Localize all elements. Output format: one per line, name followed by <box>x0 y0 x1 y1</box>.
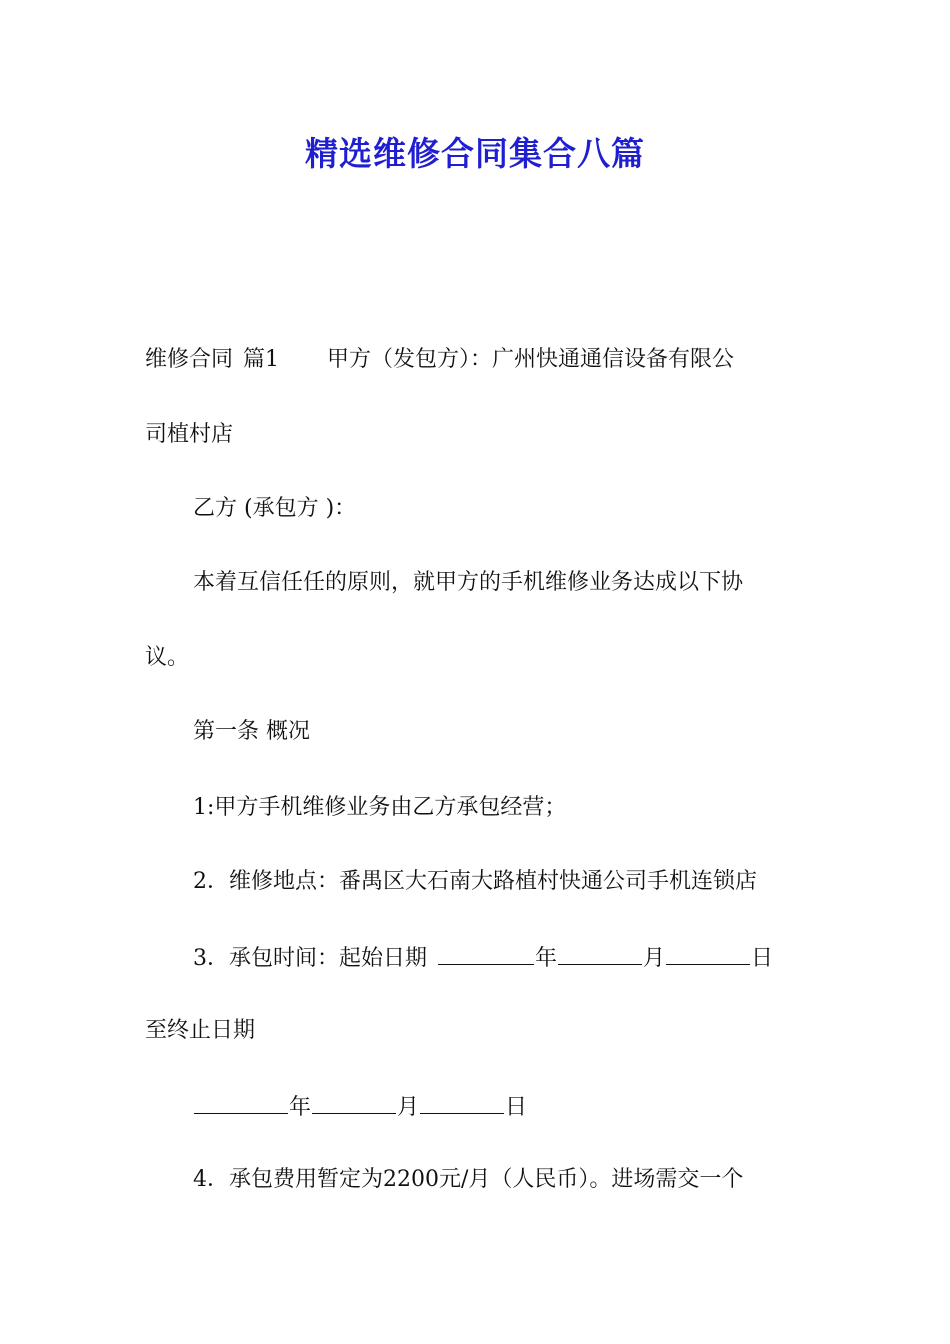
clause-2: 2．维修地点：番禺区大石南大路植村快通公司手机连锁店 <box>193 869 757 894</box>
start-month-blank <box>558 942 642 965</box>
end-year-label: 年 <box>289 1095 312 1120</box>
clause-1: 1:甲方手机维修业务由乙方承包经营； <box>193 795 567 820</box>
end-date-label: 至终止日期 <box>145 1018 256 1043</box>
party-a-name: 广州快通通信设备有限公 <box>492 347 735 372</box>
end-year-blank <box>194 1091 288 1114</box>
end-day-blank <box>420 1091 504 1114</box>
document-title: 精选维修合同集合八篇 <box>305 134 645 173</box>
party-a-name-continued: 司植村店 <box>145 422 234 447</box>
party-b-label: 乙方 (承包方 )： <box>193 496 357 521</box>
start-day-blank <box>666 942 750 965</box>
party-a-label: 甲方（发包方）： <box>327 347 493 372</box>
clause-4: 4．承包费用暂定为2200元/月（人民币）。进场需交一个 <box>193 1167 744 1192</box>
article-1-title: 第一条 概况 <box>193 719 310 744</box>
start-year-blank <box>438 942 534 965</box>
start-day-label: 日 <box>751 946 774 971</box>
preamble-line-2: 议。 <box>145 645 190 670</box>
clause-3-start-date <box>193 942 810 974</box>
end-day-label: 日 <box>505 1095 528 1120</box>
end-month-label: 月 <box>397 1095 420 1120</box>
start-month-label: 月 <box>643 946 666 971</box>
contract-heading: 维修合同 <box>145 347 234 372</box>
preamble-line-1: 本着互信任任的原则，就甲方的手机维修业务达成以下协 <box>193 570 744 595</box>
contract-heading-line <box>145 345 810 375</box>
start-year-label: 年 <box>535 946 558 971</box>
contract-number: 篇1 <box>243 347 280 372</box>
end-date-blanks <box>193 1091 810 1123</box>
end-month-blank <box>312 1091 396 1114</box>
clause-3-prefix: 3．承包时间：起始日期 <box>193 946 427 971</box>
